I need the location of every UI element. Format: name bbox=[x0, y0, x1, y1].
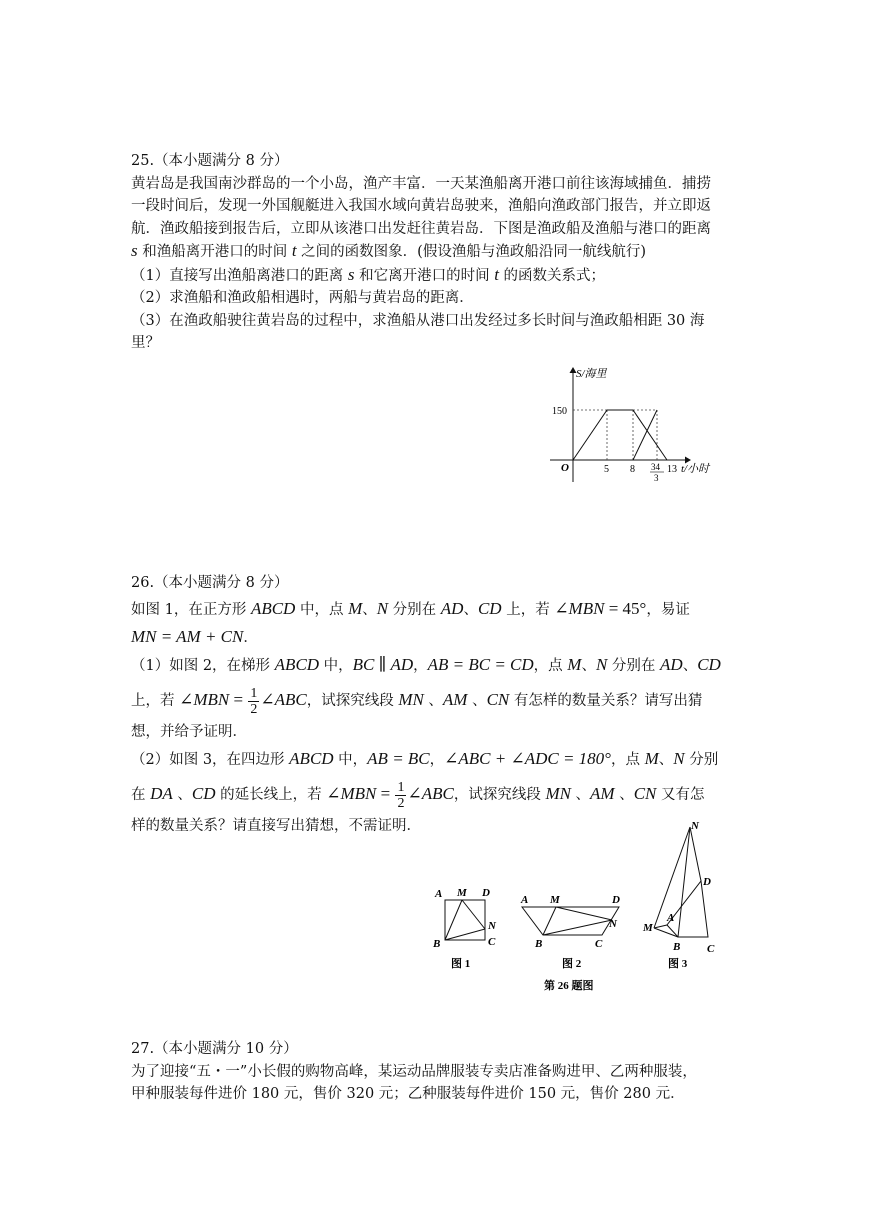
question-27 bbox=[131, 1038, 741, 1106]
x-tick-34-num: 34 bbox=[651, 462, 660, 472]
y-tick-150: 150 bbox=[552, 406, 567, 417]
question-26 bbox=[131, 572, 741, 838]
x-tick-5: 5 bbox=[604, 464, 609, 475]
q26-part-2-line-3: 样的数量关系？请直接写出猜想，不需证明． bbox=[131, 818, 421, 834]
q26-header: 26.（本小题满分 8 分） bbox=[131, 575, 289, 591]
q25-intro-line-4: s 和渔船离开港口的时间 t 之间的函数图象．(假设渔船与渔政船沿同一航线航行) bbox=[131, 241, 646, 260]
svg-text:D: D bbox=[482, 887, 490, 899]
x-axis-label: t/小时 bbox=[681, 463, 710, 475]
question-25 bbox=[131, 150, 741, 355]
var-t: t bbox=[291, 241, 297, 260]
svg-text:M: M bbox=[550, 894, 560, 906]
q25-intro-line-2: 一段时间后，发现一外国舰艇进入我国水域向黄岩岛驶来，渔船向渔政部门报告，并立即返 bbox=[131, 198, 711, 214]
figures-group-caption: 第 26 题图 bbox=[544, 980, 594, 992]
q25-part-2: （2）求渔船和渔政船相遇时，两船与黄岩岛的距离． bbox=[131, 290, 474, 306]
q25-part-3: （3）在渔政船驶往黄岩岛的过程中，求渔船从港口出发经过多长时间与渔政船相距 30 海 bbox=[131, 312, 705, 329]
var-s: s bbox=[131, 241, 138, 260]
fraction-one-half: $\frac{1}{2}$ bbox=[250, 685, 258, 717]
q26-part-1-line-2: 上，若 ∠MBN = $\frac{1}{2}$ ∠ABC，试探究线段 MN 、AM 、CN 有怎样的数量关系？请写出猜 bbox=[131, 685, 703, 717]
q26-intro-line-2: MN = AM + CN． bbox=[131, 627, 258, 646]
q27-line-2: 甲种服装每件进价 180 元，售价 320 元；乙种服装每件进价 150 元，售价 280 元． bbox=[131, 1086, 685, 1102]
figure-2-trapezoid bbox=[520, 894, 620, 950]
y-axis-label: S/海里 bbox=[576, 368, 607, 380]
q26-intro-line-1: 如图 1，在正方形 ABCD 中，点 M、N 分别在 AD、CD 上，若 ∠MBN = 45°，易证 bbox=[131, 599, 690, 618]
svg-text:A: A bbox=[435, 888, 443, 900]
q25-intro-line-3: 航．渔政船接到报告后，立即从该港口出发赶往黄岩岛．下图是渔政船及渔船与港口的距离 bbox=[131, 220, 711, 237]
svg-text:N: N bbox=[488, 920, 496, 932]
x-tick-13: 13 bbox=[667, 464, 677, 475]
q25-part-3-cont: 里？ bbox=[131, 335, 160, 351]
q25-part-1: （1）直接写出渔船离港口的距离 s 和它离开港口的时间 t 的函数关系式； bbox=[131, 264, 606, 284]
svg-text:C: C bbox=[488, 936, 496, 948]
origin-label: O bbox=[561, 462, 569, 474]
figure-3-quadrilateral bbox=[642, 820, 715, 955]
figure-1-caption: 图 1 bbox=[451, 958, 471, 970]
svg-text:B: B bbox=[433, 938, 441, 950]
svg-text:N: N bbox=[691, 820, 699, 832]
x-tick-34-den: 3 bbox=[654, 473, 659, 483]
q27-header: 27.（本小题满分 10 分） bbox=[131, 1041, 298, 1057]
q27-line-1: 为了迎接“五・一”小长假的购物高峰，某运动品牌服装专卖店准备购进甲、乙两种服装， bbox=[131, 1063, 697, 1080]
svg-text:M: M bbox=[643, 922, 653, 934]
figure-2-caption: 图 2 bbox=[562, 958, 582, 970]
q26-part-1-line-1: （1）如图 2，在梯形 ABCD 中，BC ∥ AD，AB = BC = CD，点 M、N 分别在 AD、CD bbox=[131, 655, 721, 674]
svg-text:A: A bbox=[667, 912, 675, 924]
svg-text:C: C bbox=[707, 943, 715, 955]
figure-1-square bbox=[432, 887, 497, 950]
svg-text:B: B bbox=[535, 938, 543, 950]
q25-intro-line-1: 黄岩岛是我国南沙群岛的一个小岛，渔产丰富．一天某渔船离开港口前往该海域捕鱼．捕捞 bbox=[131, 175, 711, 192]
q25-header: 25.（本小题满分 8 分） bbox=[131, 153, 289, 169]
svg-text:A: A bbox=[521, 894, 529, 906]
svg-text:N: N bbox=[609, 918, 617, 930]
svg-text:M: M bbox=[457, 887, 467, 899]
q25-distance-time-graph bbox=[540, 360, 720, 490]
q26-part-1-line-3: 想，并给予证明． bbox=[131, 724, 247, 740]
svg-text:D: D bbox=[612, 894, 620, 906]
svg-text:C: C bbox=[595, 938, 603, 950]
svg-text:B: B bbox=[673, 941, 681, 953]
q26-part-2-line-2: 在 DA 、CD 的延长线上，若 ∠MBN = $\frac{1}{2}$ ∠ABC，试探究线段 MN 、AM 、CN 又有怎 bbox=[131, 779, 705, 811]
x-tick-8: 8 bbox=[630, 464, 635, 475]
q26-part-2-line-1: （2）如图 3，在四边形 ABCD 中，AB = BC，∠ABC + ∠ADC = 180°，点 M、N 分别 bbox=[131, 749, 719, 768]
figure-3-caption: 图 3 bbox=[668, 958, 688, 970]
q26-figures bbox=[425, 815, 745, 1000]
patrol-boat-line bbox=[633, 410, 657, 460]
fraction-one-half-2: $\frac{1}{2}$ bbox=[397, 779, 405, 811]
svg-text:D: D bbox=[703, 876, 711, 888]
